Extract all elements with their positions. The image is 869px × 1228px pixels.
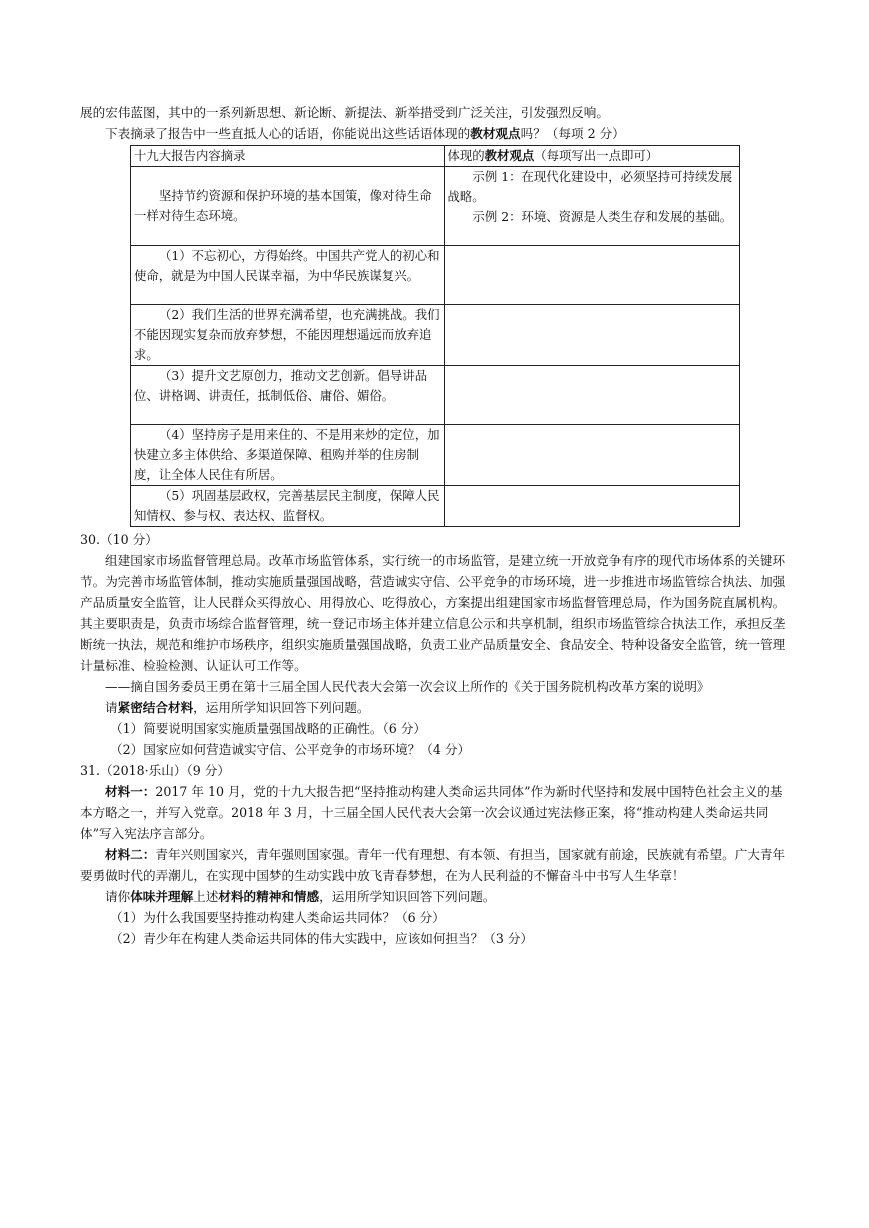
header-right-bold: 教材观点: [484, 148, 535, 163]
example-right-cell: [444, 167, 740, 246]
q31-m1-text: 2017 年 10 月，党的十九大报告把“坚持推动构建人类命运共同体”作为新时代坚持和发展中国特色社会主义的基本方略之一，并写入党章。2018 年 3 月，十三届全国人民代表大会第一次会议通过宪法修正案，将“推动构建人类命运共同体”写入宪法序言部分。: [80, 784, 783, 841]
row-3-text: （3）提升文艺原创力，推动文艺创新。倡导讲品位、讲格调、讲责任，抵制低俗、庸俗、媚俗。: [134, 368, 428, 403]
q31-instr-bold-2: 材料的精神和情感: [218, 889, 320, 904]
q31-m2-text: 青年兴则国家兴，青年强则国家强。青年一代有理想、有本领、有担当，国家就有前途，民族就有希望。广大青年要勇做时代的弄潮儿，在实现中国梦的生动实践中放飞青春梦想，在为人民利益的不懈奋斗中书写人生华章！: [80, 847, 786, 883]
table-header-row: [131, 146, 740, 167]
row-5-text: （5）巩固基层政权，完善基层民主制度，保障人民知情权、参与权、表达权、监督权。: [134, 488, 440, 523]
q31-instruction: [80, 886, 786, 907]
row-2-answer-cell[interactable]: [444, 305, 740, 366]
q31-instr-mid: 上述: [193, 889, 219, 904]
row-4-text: （4）坚持房子是用来住的、不是用来炒的定位，加快建立多主体供给、多渠道保障、租购并举的住房制度，让全体人民住有所居。: [134, 427, 440, 482]
document-page: [80, 102, 786, 949]
row-4-left: [131, 425, 445, 486]
example-left-cell: [131, 167, 445, 246]
table-row: [131, 366, 740, 425]
header-left: 十九大报告内容摘录: [131, 146, 445, 167]
row-1-left: [131, 246, 445, 305]
q31-number: 31.（2018·乐山）（9 分）: [80, 763, 230, 778]
excerpt-table: [130, 145, 740, 527]
header-right-post: （每项写出一点即可）: [534, 148, 659, 163]
q31-sub-2: （2）青少年在构建人类命运共同体的伟大实践中，应该如何担当？（3 分）: [110, 931, 534, 946]
row-1-text: （1）不忘初心，方得始终。中国共产党人的初心和使命，就是为中国人民谋幸福，为中华民族谋复兴。: [134, 248, 440, 283]
table-row: [131, 246, 740, 305]
table-row-example: [131, 167, 740, 246]
row-4-answer-cell[interactable]: [444, 425, 740, 486]
example-left-text: 坚持节约资源和保护环境的基本国策，像对待生命一样对待生态环境。: [134, 188, 432, 223]
q30-instruction: [80, 697, 786, 718]
q30-material: 组建国家市场监督管理总局。改革市场监管体系，实行统一的市场监管，是建立统一开放竞争有序的现代市场体系的关键环节。为完善市场监管体制，推动实施质量强国战略，营造诚实守信、公平竞争的市场环境，进一步推进市场监管综合执法、加强产品质量安全监管，让人民群众买得放心、用得放心、吃得放心，方案提出组建国家市场监督管理总局，作为国务院直属机构。其主要职责是，负责市场综合监督管理，统一登记市场主体并建立信息公示和共享机制，组织市场监管综合执法工作，承担反垄断统一执法，规范和维护市场秩序，组织实施质量强国战略，负责工业产品质量安全、食品安全、特种设备安全监管，统一管理计量标准、检验检测、认证认可工作等。: [80, 553, 786, 673]
row-5-left: [131, 486, 445, 527]
q30-number: 30.（10 分）: [80, 532, 158, 547]
intro-line-2-text: 下表摘录了报告中一些直抵人心的话语，你能说出这些话语体现的: [105, 126, 471, 141]
q30-source: ——摘自国务委员王勇在第十三届全国人民代表大会第一次会议上所作的《关于国务院机构改革方案的说明》: [105, 679, 710, 694]
row-2-text: （2）我们生活的世界充满希望，也充满挑战。我们不能因现实复杂而放弃梦想，不能因理想遥远而放弃追求。: [134, 307, 440, 362]
q31-m2-label: 材料二：: [105, 847, 156, 862]
q31-instr-pre: 请你: [105, 889, 131, 904]
row-2-left: [131, 305, 445, 366]
q30-instr-post: ，运用所学知识回答下列问题。: [193, 700, 370, 715]
q31-instr-post: ，运用所学知识回答下列问题。: [319, 889, 496, 904]
row-5-answer-cell[interactable]: [444, 486, 740, 527]
row-1-answer-cell[interactable]: [444, 246, 740, 305]
q31-sub-1: （1）为什么我国要坚持推动构建人类命运共同体？（6 分）: [110, 910, 445, 925]
q30-sub-1: （1）简要说明国家实施质量强国战略的正确性。（6 分）: [110, 721, 426, 736]
intro-line-2: [80, 123, 786, 144]
q30-instr-pre: 请: [105, 700, 118, 715]
table-row: [131, 305, 740, 366]
q31-material-2: [80, 844, 786, 886]
example-2-text: 示例 2：环境、资源是人类生存和发展的基础。: [472, 209, 733, 224]
row-3-answer-cell[interactable]: [444, 366, 740, 425]
q30-instr-bold: 紧密结合材料: [117, 700, 194, 715]
header-right-pre: 体现的: [447, 148, 485, 163]
q30-sub-2: （2）国家应如何营造诚实守信、公平竞争的市场环境？（4 分）: [110, 742, 471, 757]
header-right: [444, 146, 740, 167]
table-row: [131, 425, 740, 486]
intro-line-1: 展的宏伟蓝图，其中的一系列新思想、新论断、新提法、新举措受到广泛关注，引发强烈反响。: [80, 105, 609, 120]
example-1-text: 示例 1：在现代化建设中，必须坚持可持续发展战略。: [447, 169, 733, 204]
q31-instr-bold-1: 体味并理解: [130, 889, 194, 904]
intro-line-2-bold: 教材观点: [470, 126, 521, 141]
table-row: [131, 486, 740, 527]
q31-m1-label: 材料一：: [105, 784, 156, 799]
intro-line-2-score: 吗？（每项 2 分）: [520, 126, 625, 141]
q31-material-1: [80, 781, 786, 844]
row-3-left: [131, 366, 445, 425]
